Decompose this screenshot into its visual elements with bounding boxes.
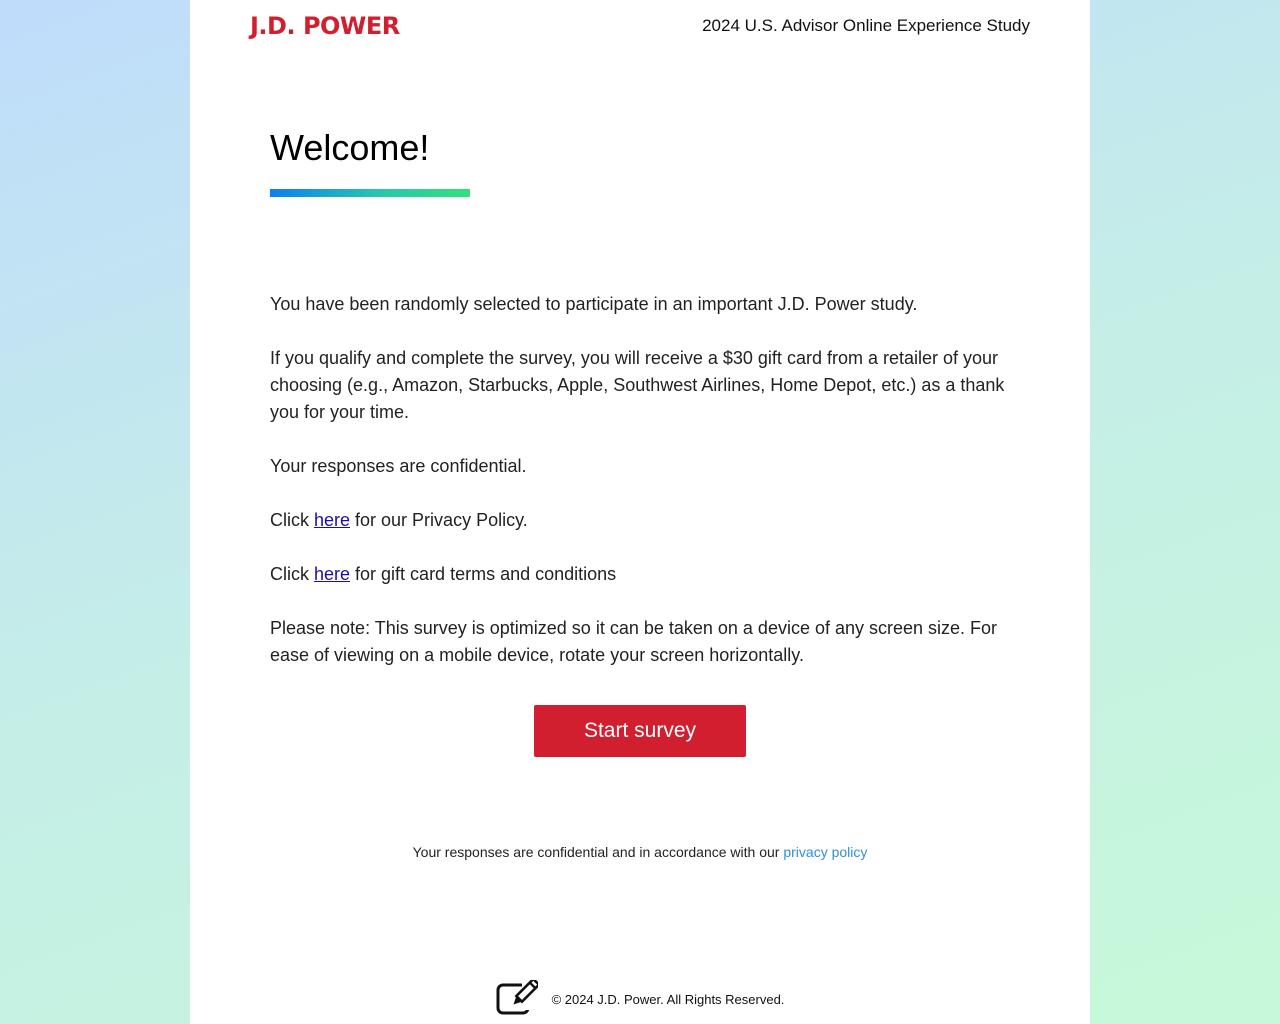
device-note-paragraph: Please note: This survey is optimized so it can be taken on a device of any screen size. For ease of viewing on a mobile device, rotate your screen horizontally.	[270, 618, 998, 665]
privacy-policy-line	[270, 507, 1010, 534]
intro-content	[270, 291, 1010, 696]
confidential-note-text: Your responses are confidential and in accordance with our	[412, 844, 784, 860]
terms-line-prefix: Click	[270, 564, 314, 584]
selected-paragraph: You have been randomly selected to participate in an important J.D. Power study.	[270, 294, 918, 314]
edit-survey-icon	[496, 980, 538, 1016]
survey-panel	[190, 0, 1090, 1024]
confidential-note	[190, 843, 1090, 861]
welcome-heading: Welcome!	[270, 127, 430, 168]
copyright-text: © 2024 J.D. Power. All Rights Reserved.	[551, 992, 785, 1007]
privacy-line-prefix: Click	[270, 510, 314, 530]
gift-card-terms-line	[270, 561, 1010, 588]
terms-line-suffix: for gift card terms and conditions	[350, 564, 617, 584]
start-survey-button[interactable]: Start survey	[534, 705, 746, 757]
privacy-policy-link[interactable]: here	[314, 510, 351, 530]
jd-power-logo: J.D. POWER	[250, 12, 400, 40]
footer	[190, 980, 1090, 1016]
study-title: 2024 U.S. Advisor Online Experience Study	[702, 16, 1030, 35]
welcome-underline-bar	[270, 189, 470, 197]
confidential-paragraph: Your responses are confidential.	[270, 456, 527, 476]
privacy-line-suffix: for our Privacy Policy.	[350, 510, 528, 530]
footer-privacy-policy-link[interactable]: privacy policy	[783, 844, 868, 860]
gift-card-paragraph: If you qualify and complete the survey, you will receive a $30 gift card from a retailer of your choosing (e.g., Amazon, Starbucks, Apple, Southwest Airlines, Home Depot, etc.) as a thank you for your time.	[270, 348, 1005, 422]
gift-card-terms-link[interactable]: here	[314, 564, 351, 584]
